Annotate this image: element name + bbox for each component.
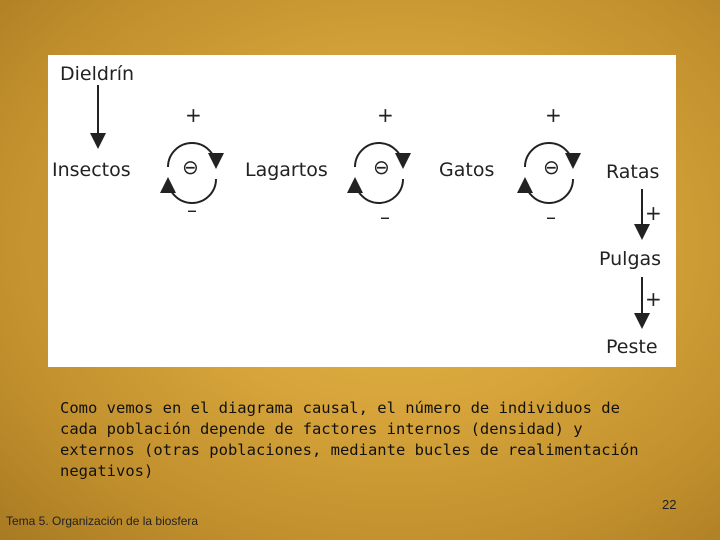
loop-arc-bottom-2 bbox=[355, 179, 403, 203]
node-dieldrin: Dieldrín bbox=[60, 63, 135, 85]
sign-plus-ratas-pulgas: + bbox=[645, 201, 662, 225]
sign-plus-pulgas-peste: + bbox=[645, 287, 662, 311]
sign-plus-loop-1: + bbox=[185, 103, 202, 127]
node-lagartos: Lagartos bbox=[245, 159, 328, 181]
node-peste: Peste bbox=[606, 336, 658, 358]
caption-text: Como vemos en el diagrama causal, el número de individuos de cada población depende de factores internos (densidad) y externos (otras poblaciones, mediante bucles de realimentación negativos) bbox=[60, 399, 639, 480]
sign-minus-loop-1: – bbox=[187, 198, 197, 222]
node-insectos: Insectos bbox=[52, 159, 131, 181]
sign-loop-negative-3: ⊖ bbox=[543, 155, 560, 179]
loop-arc-bottom-3 bbox=[525, 179, 573, 203]
node-ratas: Ratas bbox=[606, 161, 660, 183]
sign-minus-loop-2: – bbox=[380, 205, 390, 229]
sign-minus-loop-3: – bbox=[546, 205, 556, 229]
sign-plus-loop-2: + bbox=[377, 103, 394, 127]
footer-title: Tema 5. Organización de la biosfera bbox=[6, 514, 199, 528]
sign-loop-negative-2: ⊖ bbox=[373, 155, 390, 179]
sign-loop-negative-1: ⊖ bbox=[182, 155, 199, 179]
sign-plus-loop-3: + bbox=[545, 103, 562, 127]
diagram-arrows bbox=[48, 55, 676, 367]
causal-diagram-panel bbox=[48, 55, 676, 367]
page-number: 22 bbox=[662, 497, 677, 512]
node-pulgas: Pulgas bbox=[599, 248, 662, 270]
node-gatos: Gatos bbox=[439, 159, 495, 181]
